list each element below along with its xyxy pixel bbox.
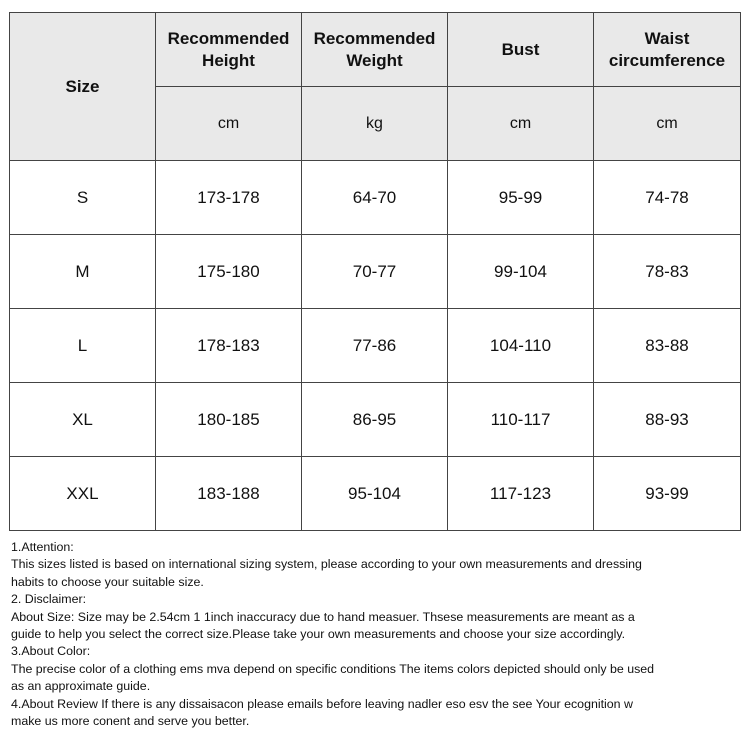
header-label: Recommended	[167, 28, 290, 48]
weight-cell: 86-95	[302, 383, 448, 457]
size-cell: XL	[10, 383, 156, 457]
note-line: 4.About Review If there is any dissaisacon please emails before leaving nadler eso esv the see Your ecognition w	[11, 696, 633, 711]
bust-cell: 110-117	[448, 383, 594, 457]
height-cell: 180-185	[156, 383, 302, 457]
height-cell: 173-178	[156, 161, 302, 235]
size-header-label: Size	[65, 76, 100, 96]
note-line: as an approximate guide.	[11, 679, 151, 694]
waist-cell: 93-99	[594, 457, 741, 531]
note-line: guide to help you select the correct size.Please take your own measurements and choose your size accordingly.	[11, 627, 626, 642]
table-row	[10, 457, 741, 531]
bust-cell: 99-104	[448, 235, 594, 309]
header-label: Bust	[501, 39, 540, 59]
header-label: Weight	[346, 50, 403, 70]
waist-unit: cm	[594, 87, 741, 161]
table-row	[10, 309, 741, 383]
height-cell: 178-183	[156, 309, 302, 383]
waist-cell: 78-83	[594, 235, 741, 309]
weight-cell: 95-104	[302, 457, 448, 531]
waist-column-header	[594, 13, 741, 87]
height-cell: 183-188	[156, 457, 302, 531]
bust-cell: 95-99	[448, 161, 594, 235]
bust-unit: cm	[448, 87, 594, 161]
header-label: circumference	[608, 50, 726, 70]
bust-cell: 104-110	[448, 309, 594, 383]
size-cell: M	[10, 235, 156, 309]
weight-column-header	[302, 13, 448, 87]
weight-cell: 77-86	[302, 309, 448, 383]
weight-cell: 64-70	[302, 161, 448, 235]
header-label: Waist	[644, 28, 690, 48]
size-cell: L	[10, 309, 156, 383]
weight-unit: kg	[302, 87, 448, 161]
header-label: Height	[202, 50, 255, 70]
note-line: 2. Disclaimer:	[11, 592, 87, 607]
header-label: Recommended	[313, 28, 436, 48]
size-notes	[11, 539, 741, 730]
note-line: About Size: Size may be 2.54cm 1 1inch inaccuracy due to hand measuer. Thsese measurements are meant as a	[11, 609, 635, 624]
size-column-header	[10, 13, 156, 161]
height-cell: 175-180	[156, 235, 302, 309]
waist-cell: 88-93	[594, 383, 741, 457]
table-row	[10, 161, 741, 235]
size-cell: XXL	[10, 457, 156, 531]
header-row	[10, 13, 741, 87]
table-row	[10, 235, 741, 309]
waist-cell: 83-88	[594, 309, 741, 383]
bust-column-header	[448, 13, 594, 87]
bust-cell: 117-123	[448, 457, 594, 531]
note-line: habits to choose your suitable size.	[11, 574, 204, 589]
note-line: 3.About Color:	[11, 644, 91, 659]
waist-cell: 74-78	[594, 161, 741, 235]
size-chart-table	[9, 12, 741, 531]
height-unit: cm	[156, 87, 302, 161]
note-line: The precise color of a clothing ems mva depend on specific conditions The items colors depicted should only be used	[11, 661, 655, 676]
note-line: This sizes listed is based on international sizing system, please according to your own measurements and dressing	[11, 557, 642, 572]
note-line: make us more conent and serve you better.	[11, 714, 250, 729]
weight-cell: 70-77	[302, 235, 448, 309]
size-cell: S	[10, 161, 156, 235]
table-row	[10, 383, 741, 457]
note-line: 1.Attention:	[11, 540, 74, 554]
height-column-header	[156, 13, 302, 87]
